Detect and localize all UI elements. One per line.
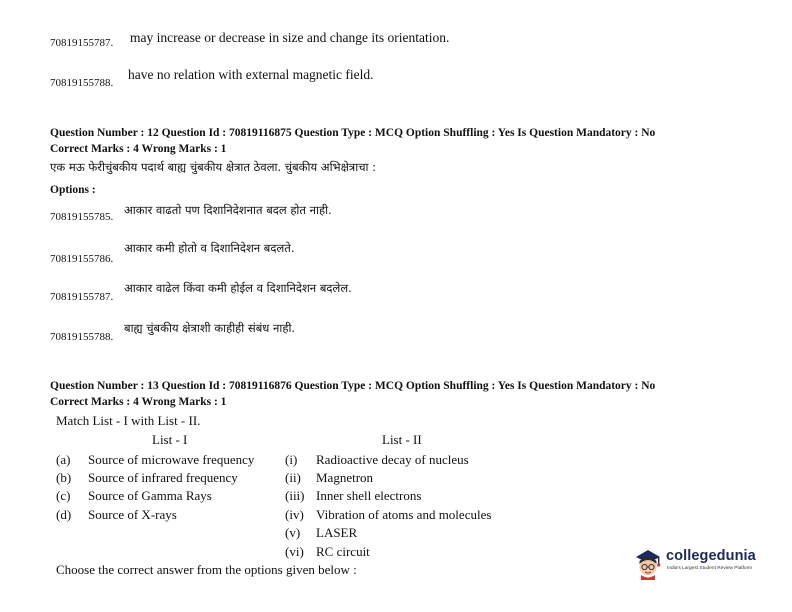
option-text: आकार वाढतो पण दिशानिदेशनात बदल होत नाही. [124, 203, 332, 217]
list1-label: (a) [56, 452, 71, 467]
question-text: Match List - I with List - II. [56, 413, 201, 428]
list2-item: Magnetron [316, 470, 374, 485]
logo-tagline: India's Largest Student Review Platform [667, 566, 753, 571]
list2-label: (ii) [285, 470, 301, 485]
list1-title: List - I [152, 432, 188, 447]
list2-item: RC circuit [316, 544, 370, 559]
option-id: 70819155787. [50, 37, 114, 49]
option-text: आकार कमी होतो व दिशानिदेशन बदलते. [124, 241, 295, 255]
list1-label: (b) [56, 470, 72, 485]
list1-item: Source of Gamma Rays [88, 488, 212, 503]
option-text: आकार वाढेल किंवा कमी होईल व दिशानिदेशन बदलेल. [124, 281, 352, 295]
list1-item: Source of X-rays [88, 507, 177, 522]
option-text: बाह्य चुंबकीय क्षेत्राशी काहीही संबंध नाही. [124, 321, 296, 335]
list2-item: Inner shell electrons [316, 488, 422, 503]
mascot-icon [632, 546, 664, 580]
list1-item: Source of microwave frequency [88, 452, 255, 467]
list1-item: Source of infrared frequency [88, 470, 238, 485]
options-label: Options : [50, 184, 96, 196]
option-id: 70819155788. [50, 77, 114, 89]
question-text: एक मऊ फेरीचुंबकीय पदार्थ बाह्य चुंबकीय क्षेत्रात ठेवला. चुंबकीय अभिक्षेत्राचा : [50, 160, 377, 174]
option-text: have no relation with external magnetic field. [128, 67, 374, 82]
option-id: 70819155785. [50, 211, 114, 223]
question-marks: Correct Marks : 4 Wrong Marks : 1 [50, 396, 227, 408]
list2-item: Vibration of atoms and molecules [316, 507, 492, 522]
list2-label: (vi) [285, 544, 304, 559]
question-footer: Choose the correct answer from the options given below : [56, 562, 357, 577]
logo-name: collegedunia [666, 548, 756, 564]
list2-label: (iii) [285, 488, 305, 503]
list2-label: (iv) [285, 507, 304, 522]
option-id: 70819155786. [50, 253, 114, 265]
collegedunia-logo [632, 546, 772, 582]
question-marks: Correct Marks : 4 Wrong Marks : 1 [50, 143, 227, 155]
question-header: Question Number : 13 Question Id : 70819116876 Question Type : MCQ Option Shuffling : Yes Is Question Mandatory : No [50, 380, 656, 392]
list2-title: List - II [382, 432, 422, 447]
list2-label: (v) [285, 525, 301, 540]
list1-label: (c) [56, 488, 71, 503]
question-header: Question Number : 12 Question Id : 70819116875 Question Type : MCQ Option Shuffling : Yes Is Question Mandatory : No [50, 127, 656, 139]
option-id: 70819155788. [50, 331, 114, 343]
list2-item: LASER [316, 525, 358, 540]
list1-label: (d) [56, 507, 72, 522]
option-text: may increase or decrease in size and change its orientation. [130, 30, 450, 45]
list2-label: (i) [285, 452, 298, 467]
list2-item: Radioactive decay of nucleus [316, 452, 469, 467]
option-id: 70819155787. [50, 291, 114, 303]
